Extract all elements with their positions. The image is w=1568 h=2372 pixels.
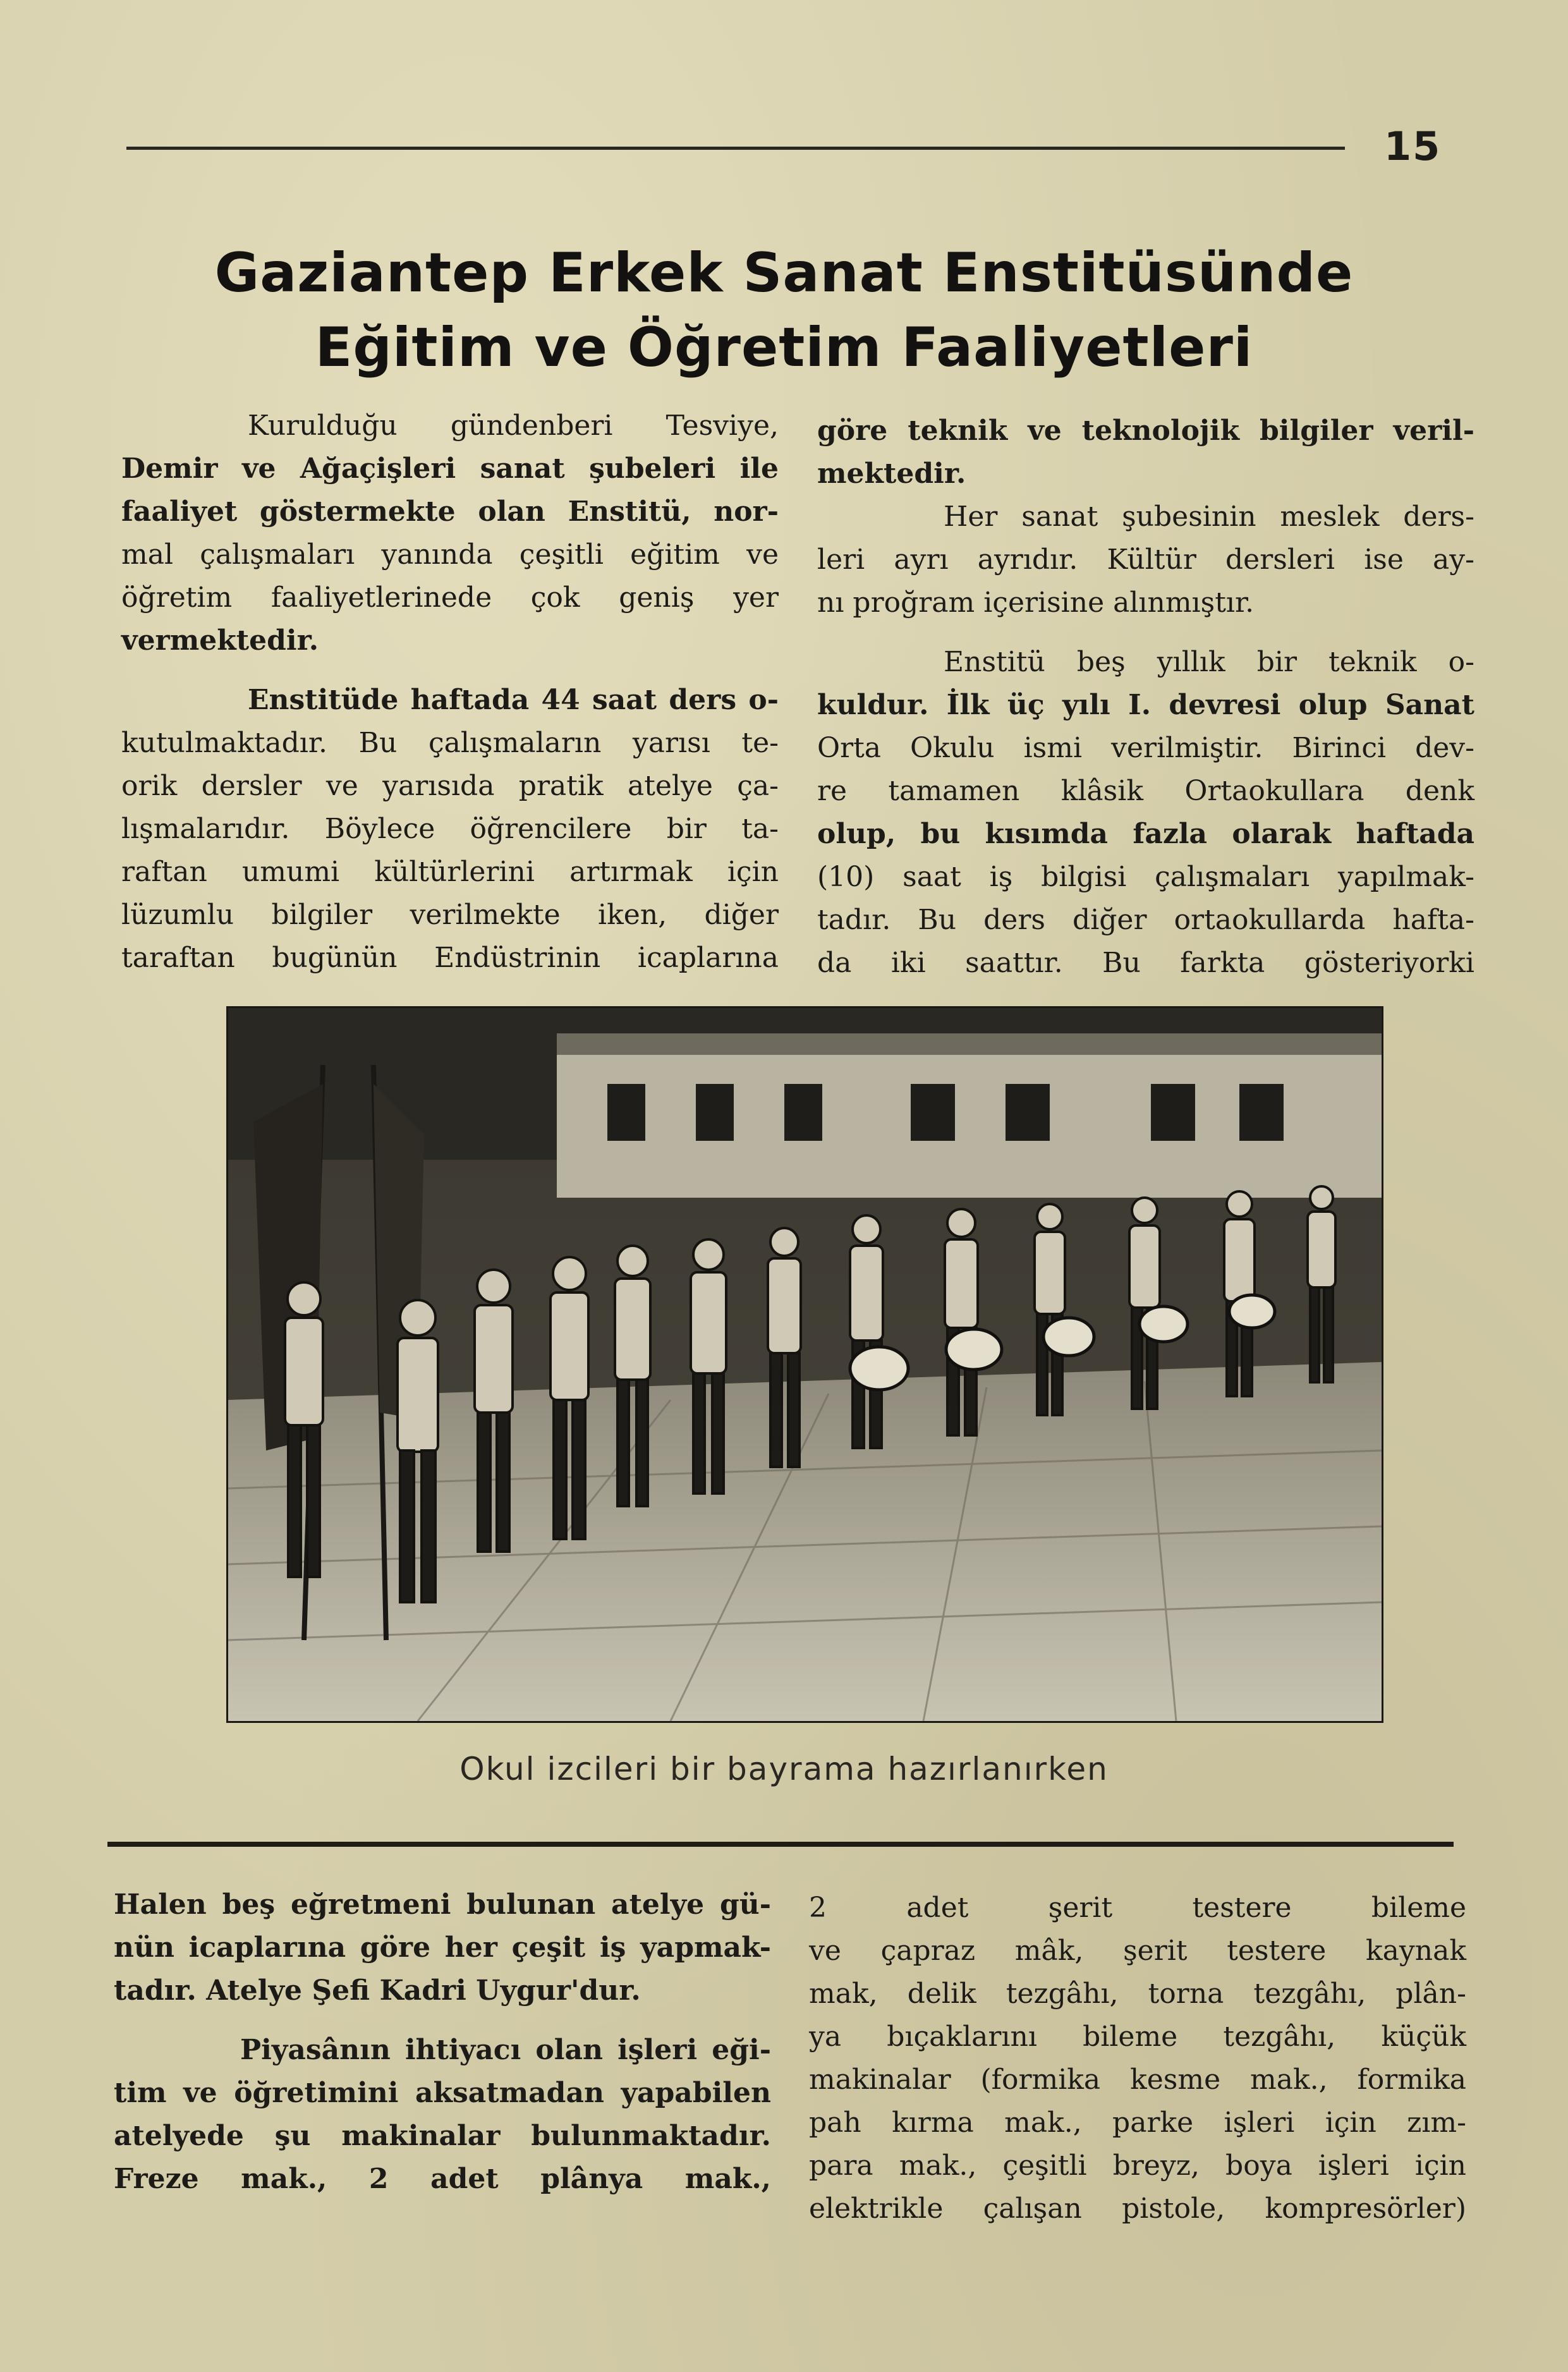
text-line: nı proğram içerisine alınmıştır. <box>817 587 1255 619</box>
text-line: orik dersler ve yarısıda pratik atelye ça- <box>121 770 779 802</box>
text-line: (10) saat iş bilgisi çalışmaları yapılmak- <box>817 861 1474 893</box>
text-line: elektrikle çalışan pistole, kompresörler) <box>809 2193 1466 2225</box>
text-line: Enstitüde haftada 44 saat ders o- <box>248 684 779 716</box>
text-line: da iki saattır. Bu farkta gösteriyorki <box>817 947 1474 979</box>
text-line: nün icaplarına göre her çeşit iş yapmak- <box>114 1931 771 1964</box>
text-line: Her sanat şubesinin meslek ders- <box>944 501 1474 533</box>
text-line: tadır. Atelye Şefi Kadri Uygur'dur. <box>114 1974 641 2007</box>
lower-right-column <box>809 1887 1466 2230</box>
text-line: olup, bu kısımda fazla olarak haftada <box>817 818 1474 850</box>
text-line: atelyede şu makinalar bulunmaktadır. <box>114 2120 771 2152</box>
text-line: Orta Okulu ismi verilmiştir. Birinci dev- <box>817 732 1474 764</box>
text-line: lışmalarıdır. Böylece öğrencilere bir ta- <box>121 813 779 845</box>
text-line: Enstitü beş yıllık bir teknik o- <box>944 646 1474 678</box>
photo-caption: Okul izcileri bir bayrama hazırlanırken <box>459 1751 1109 1787</box>
text-line: taraftan bugünün Endüstrinin icaplarına <box>121 942 779 974</box>
header-rule <box>126 147 1345 150</box>
text-line: Piyasânın ihtiyacı olan işleri eği- <box>240 2034 771 2066</box>
text-line: ve çapraz mâk, şerit testere kaynak <box>809 1935 1466 1967</box>
text-line: 2 adet şerit testere bileme <box>809 1892 1466 1924</box>
text-line: re tamamen klâsik Ortaokullara denk <box>817 775 1474 807</box>
text-line: Kurulduğu gündenberi Tesviye, <box>248 410 779 442</box>
text-line: tim ve öğretimini aksatmadan yapabilen <box>114 2077 771 2109</box>
lower-left-column <box>114 1883 771 2201</box>
text-line: vermektedir. <box>121 624 319 657</box>
text-line: Freze mak., 2 adet plânya mak., <box>114 2163 771 2195</box>
text-line: kuldur. İlk üç yılı I. devresi olup Sanat <box>817 689 1474 721</box>
text-line: mektedir. <box>817 458 966 490</box>
text-line: pah kırma mak., parke işleri için zım- <box>809 2107 1466 2139</box>
section-rule <box>107 1842 1454 1847</box>
text-line: mal çalışmaları yanında çeşitli eğitim ve <box>121 538 779 571</box>
text-line: ya bıçaklarını bileme tezgâhı, küçük <box>809 2021 1466 2053</box>
text-line: öğretim faaliyetlerinede çok geniş yer <box>121 581 779 614</box>
text-line: raftan umumi kültürlerini artırmak için <box>121 856 779 888</box>
text-line: tadır. Bu ders diğer ortaokullarda hafta- <box>817 904 1474 936</box>
upper-left-column <box>121 404 779 980</box>
text-line: lüzumlu bilgiler verilmekte iken, diğer <box>121 899 779 931</box>
article-title-line-2: Eğitim ve Öğretim Faaliyetleri <box>315 316 1253 379</box>
text-line: Halen beş eğretmeni bulunan atelye gü- <box>114 1888 771 1921</box>
upper-right-column <box>817 410 1474 985</box>
text-line: Demir ve Ağaçişleri sanat şubeleri ile <box>121 453 779 485</box>
text-line: leri ayrı ayrıdır. Kültür dersleri ise ay- <box>817 544 1474 576</box>
text-line: makinalar (formika kesme mak., formika <box>809 2064 1466 2096</box>
text-line: para mak., çeşitli breyz, boya işleri için <box>809 2150 1466 2182</box>
text-line: mak, delik tezgâhı, torna tezgâhı, plân- <box>809 1978 1466 2010</box>
text-line: kutulmaktadır. Bu çalışmaların yarısı te- <box>121 727 779 759</box>
scouts-photograph <box>226 1006 1383 1723</box>
text-line: faaliyet göstermekte olan Enstitü, nor- <box>121 496 779 528</box>
article-title-line-1: Gaziantep Erkek Sanat Enstitüsünde <box>214 241 1354 305</box>
text-line: göre teknik ve teknolojik bilgiler veril- <box>817 415 1474 447</box>
page-number: 15 <box>1384 123 1442 169</box>
